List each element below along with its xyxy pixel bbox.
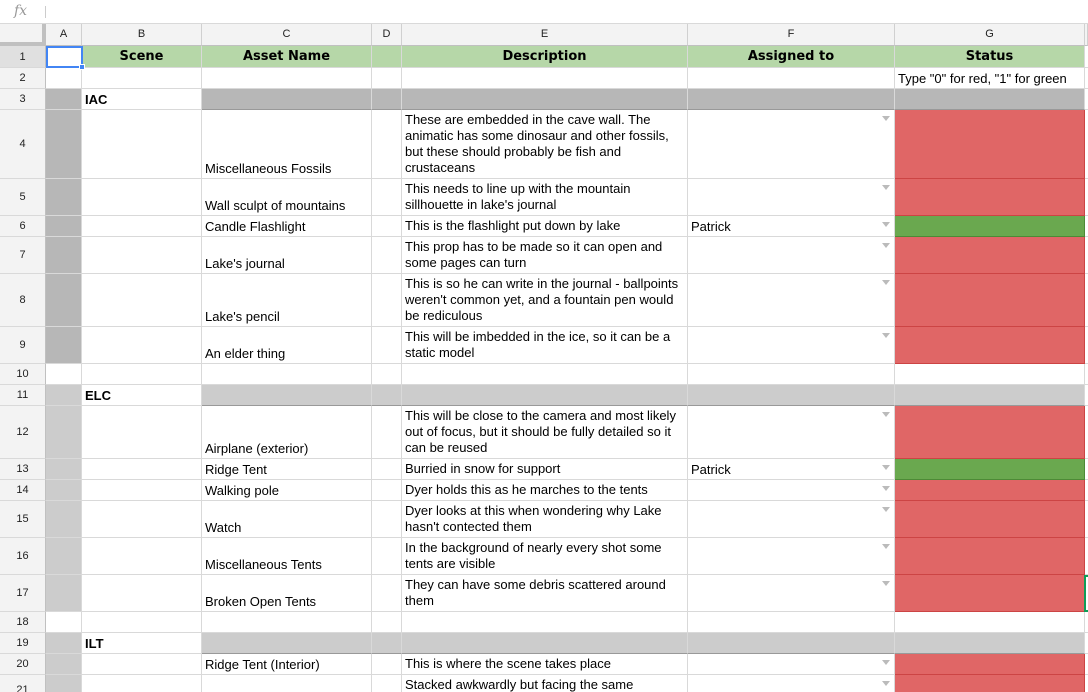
asset-name-cell[interactable] <box>202 675 372 692</box>
row-header[interactable]: 17 <box>0 575 46 612</box>
asset-name-cell[interactable]: Miscellaneous Tents <box>202 538 372 575</box>
description-text: This prop has to be made so it can open and some pages can turn <box>405 239 663 270</box>
section-band[interactable] <box>402 385 688 406</box>
header-status: Status <box>895 46 1085 68</box>
header-d <box>372 46 402 68</box>
empty-cell[interactable] <box>372 675 402 692</box>
section-marker[interactable] <box>46 675 82 692</box>
assigned-to-dropdown[interactable] <box>688 675 895 692</box>
empty-cell[interactable] <box>372 110 402 179</box>
scene-cell[interactable] <box>82 216 202 237</box>
description-text: In the background of nearly every shot some tents are visible <box>405 540 662 571</box>
section-label[interactable]: IAC <box>82 89 202 110</box>
scene-cell[interactable] <box>82 501 202 538</box>
description-text: This will be close to the camera and most likely out of focus, but it should be fully detailed so it can be reused <box>405 408 676 455</box>
assigned-to-dropdown[interactable] <box>688 501 895 538</box>
scene-cell[interactable] <box>82 480 202 501</box>
dropdown-arrow-icon[interactable] <box>882 243 890 248</box>
row-header[interactable]: 1 <box>0 46 46 68</box>
empty-cell[interactable] <box>202 612 372 633</box>
empty-cell[interactable] <box>688 612 895 633</box>
description-cell[interactable] <box>402 654 688 675</box>
description-text: Dyer holds this as he marches to the tents <box>405 482 648 497</box>
description-cell[interactable] <box>402 327 688 364</box>
header-description: Description <box>402 46 688 68</box>
cell[interactable] <box>402 68 688 89</box>
cell[interactable] <box>688 68 895 89</box>
row-header[interactable]: 21 <box>0 675 46 692</box>
column-header-e[interactable]: E <box>402 24 688 46</box>
scene-cell[interactable] <box>82 538 202 575</box>
section-band[interactable] <box>202 633 372 654</box>
empty-cell[interactable] <box>372 216 402 237</box>
section-marker[interactable] <box>46 480 82 501</box>
row-header[interactable]: 12 <box>0 406 46 459</box>
description-text: This is the flashlight put down by lake <box>405 218 621 233</box>
status-cell[interactable] <box>895 459 1085 480</box>
scene-cell[interactable] <box>82 575 202 612</box>
cell[interactable] <box>46 68 82 89</box>
section-marker[interactable] <box>46 633 82 654</box>
description-cell[interactable] <box>402 237 688 274</box>
section-marker[interactable] <box>46 327 82 364</box>
dropdown-arrow-icon[interactable] <box>882 486 890 491</box>
asset-name-cell[interactable]: Walking pole <box>202 480 372 501</box>
row-header[interactable]: 6 <box>0 216 46 237</box>
section-band[interactable] <box>895 633 1085 654</box>
assigned-to-dropdown[interactable] <box>688 575 895 612</box>
dropdown-arrow-icon[interactable] <box>882 116 890 121</box>
asset-name-cell[interactable]: An elder thing <box>202 327 372 364</box>
description-text: This is where the scene takes place <box>405 656 611 671</box>
description-cell[interactable] <box>402 110 688 179</box>
row-header[interactable]: 5 <box>0 179 46 216</box>
empty-cell[interactable] <box>402 364 688 385</box>
description-text: They can have some debris scattered around them <box>405 577 666 608</box>
empty-cell[interactable] <box>895 612 1085 633</box>
header-asset-name: Asset Name <box>202 46 372 68</box>
description-text: These are embedded in the cave wall. The animatic has some dinosaur and other fossils, but these should probably be fish and crustaceans <box>405 112 669 175</box>
empty-cell[interactable] <box>46 364 82 385</box>
empty-cell[interactable] <box>82 612 202 633</box>
formula-bar-divider <box>45 6 46 18</box>
asset-name-cell[interactable]: Broken Open Tents <box>202 575 372 612</box>
assigned-to-dropdown[interactable] <box>688 274 895 327</box>
asset-name-cell[interactable]: Wall sculpt of mountains <box>202 179 372 216</box>
dropdown-arrow-icon[interactable] <box>882 507 890 512</box>
asset-name-cell[interactable]: Watch <box>202 501 372 538</box>
dropdown-arrow-icon[interactable] <box>882 660 890 665</box>
dropdown-arrow-icon[interactable] <box>882 544 890 549</box>
section-marker[interactable] <box>46 459 82 480</box>
empty-cell[interactable] <box>372 327 402 364</box>
collaborator-cursor <box>1084 575 1088 612</box>
row-header[interactable]: 19 <box>0 633 46 654</box>
cell-a1[interactable] <box>46 46 82 68</box>
status-cell[interactable] <box>895 575 1085 612</box>
description-text: This is so he can write in the journal - ballpoints weren't common yet, and a fountain pen would be rediculous <box>405 276 679 323</box>
description-text: This will be imbedded in the ice, so it can be a static model <box>405 329 671 360</box>
section-label[interactable]: ELC <box>82 385 202 406</box>
cell[interactable] <box>82 68 202 89</box>
column-header-a[interactable]: A <box>46 24 82 46</box>
section-marker[interactable] <box>46 654 82 675</box>
status-cell[interactable] <box>895 538 1085 575</box>
status-cell[interactable] <box>895 327 1085 364</box>
section-band[interactable] <box>688 385 895 406</box>
asset-name-cell[interactable]: Lake's journal <box>202 237 372 274</box>
empty-cell[interactable] <box>402 612 688 633</box>
empty-cell[interactable] <box>372 364 402 385</box>
description-cell[interactable] <box>402 216 688 237</box>
row-header[interactable]: 11 <box>0 385 46 406</box>
status-cell[interactable] <box>895 237 1085 274</box>
section-band[interactable] <box>372 633 402 654</box>
empty-cell[interactable] <box>372 501 402 538</box>
section-marker[interactable] <box>46 575 82 612</box>
scene-cell[interactable] <box>82 179 202 216</box>
description-text: Stacked awkwardly but facing the same <box>405 677 634 692</box>
spreadsheet-grid[interactable] <box>0 24 1088 692</box>
asset-name-cell[interactable]: Ridge Tent <box>202 459 372 480</box>
section-marker[interactable] <box>46 110 82 179</box>
status-cell[interactable] <box>895 501 1085 538</box>
formula-bar <box>0 0 1088 24</box>
assigned-to-dropdown[interactable] <box>688 538 895 575</box>
section-band[interactable] <box>402 633 688 654</box>
row-header[interactable]: 14 <box>0 480 46 501</box>
section-band[interactable] <box>372 385 402 406</box>
formula-input[interactable] <box>52 2 1072 22</box>
dropdown-arrow-icon[interactable] <box>882 280 890 285</box>
cell[interactable] <box>372 68 402 89</box>
section-band[interactable] <box>895 89 1085 110</box>
dropdown-arrow-icon[interactable] <box>882 185 890 190</box>
status-cell[interactable] <box>895 110 1085 179</box>
section-band[interactable] <box>688 633 895 654</box>
description-cell[interactable] <box>402 575 688 612</box>
section-marker[interactable] <box>46 538 82 575</box>
status-cell[interactable] <box>895 274 1085 327</box>
description-cell[interactable] <box>402 406 688 459</box>
fx-icon: fx <box>14 3 28 19</box>
assigned-to-dropdown[interactable] <box>688 216 895 237</box>
status-cell[interactable] <box>895 654 1085 675</box>
assigned-to-dropdown[interactable] <box>688 110 895 179</box>
scene-cell[interactable] <box>82 459 202 480</box>
empty-cell[interactable] <box>372 480 402 501</box>
column-header-b[interactable]: B <box>82 24 202 46</box>
empty-cell[interactable] <box>372 237 402 274</box>
row-header[interactable]: 20 <box>0 654 46 675</box>
assigned-to-value: Patrick <box>691 462 731 477</box>
dropdown-arrow-icon[interactable] <box>882 681 890 686</box>
empty-cell[interactable] <box>372 459 402 480</box>
description-cell[interactable] <box>402 501 688 538</box>
description-cell[interactable] <box>402 179 688 216</box>
scene-cell[interactable] <box>82 406 202 459</box>
section-band[interactable] <box>402 89 688 110</box>
asset-name-cell[interactable]: Miscellaneous Fossils <box>202 110 372 179</box>
row-header[interactable]: 13 <box>0 459 46 480</box>
description-cell[interactable] <box>402 480 688 501</box>
description-cell[interactable] <box>402 538 688 575</box>
section-marker[interactable] <box>46 406 82 459</box>
description-text: Dyer looks at this when wondering why Lake hasn't contected them <box>405 503 662 534</box>
section-marker[interactable] <box>46 501 82 538</box>
asset-name-cell[interactable]: Ridge Tent (Interior) <box>202 654 372 675</box>
empty-cell[interactable] <box>46 612 82 633</box>
scene-cell[interactable] <box>82 654 202 675</box>
dropdown-arrow-icon[interactable] <box>882 222 890 227</box>
row-header[interactable]: 15 <box>0 501 46 538</box>
empty-cell[interactable] <box>372 179 402 216</box>
section-band[interactable] <box>895 385 1085 406</box>
asset-name-cell[interactable]: Airplane (exterior) <box>202 406 372 459</box>
status-cell[interactable] <box>895 179 1085 216</box>
description-text: Burried in snow for support <box>405 461 561 476</box>
empty-cell[interactable] <box>372 274 402 327</box>
assigned-to-dropdown[interactable] <box>688 406 895 459</box>
status-cell[interactable] <box>895 216 1085 237</box>
status-cell[interactable] <box>895 480 1085 501</box>
section-label[interactable]: ILT <box>82 633 202 654</box>
description-cell[interactable] <box>402 459 688 480</box>
description-cell[interactable] <box>402 274 688 327</box>
row-header[interactable]: 18 <box>0 612 46 633</box>
empty-cell[interactable] <box>895 364 1085 385</box>
row-header[interactable]: 7 <box>0 237 46 274</box>
status-cell[interactable] <box>895 406 1085 459</box>
assigned-to-dropdown[interactable] <box>688 654 895 675</box>
assigned-to-dropdown[interactable] <box>688 179 895 216</box>
section-band[interactable] <box>202 385 372 406</box>
section-marker[interactable] <box>46 216 82 237</box>
empty-cell[interactable] <box>688 364 895 385</box>
scene-cell[interactable] <box>82 274 202 327</box>
section-marker[interactable] <box>46 179 82 216</box>
empty-cell[interactable] <box>372 538 402 575</box>
assigned-to-dropdown[interactable] <box>688 480 895 501</box>
dropdown-arrow-icon[interactable] <box>882 465 890 470</box>
header-assigned-to: Assigned to <box>688 46 895 68</box>
scene-cell[interactable] <box>82 327 202 364</box>
header-scene: Scene <box>82 46 202 68</box>
column-header-g[interactable]: G <box>895 24 1085 46</box>
dropdown-arrow-icon[interactable] <box>882 333 890 338</box>
scene-cell[interactable] <box>82 237 202 274</box>
assigned-to-dropdown[interactable] <box>688 459 895 480</box>
empty-cell[interactable] <box>372 654 402 675</box>
section-band[interactable] <box>372 89 402 110</box>
section-marker[interactable] <box>46 385 82 406</box>
select-all-corner[interactable] <box>0 24 46 46</box>
empty-cell[interactable] <box>202 364 372 385</box>
row-header[interactable]: 16 <box>0 538 46 575</box>
status-cell[interactable] <box>895 675 1085 692</box>
section-marker[interactable] <box>46 237 82 274</box>
status-hint: Type "0" for red, "1" for green <box>895 68 1085 89</box>
empty-cell[interactable] <box>372 575 402 612</box>
row-header[interactable]: 8 <box>0 274 46 327</box>
section-marker[interactable] <box>46 89 82 110</box>
column-header-c[interactable]: C <box>202 24 372 46</box>
assigned-to-value: Patrick <box>691 219 731 234</box>
section-marker[interactable] <box>46 274 82 327</box>
column-header-f[interactable]: F <box>688 24 895 46</box>
empty-cell[interactable] <box>82 364 202 385</box>
assigned-to-dropdown[interactable] <box>688 327 895 364</box>
row-header[interactable]: 3 <box>0 89 46 110</box>
cell[interactable] <box>202 68 372 89</box>
asset-name-cell[interactable]: Lake's pencil <box>202 274 372 327</box>
assigned-to-dropdown[interactable] <box>688 237 895 274</box>
section-band[interactable] <box>202 89 372 110</box>
scene-cell[interactable] <box>82 675 202 692</box>
dropdown-arrow-icon[interactable] <box>882 581 890 586</box>
empty-cell[interactable] <box>372 406 402 459</box>
row-header[interactable]: 10 <box>0 364 46 385</box>
column-header-d[interactable]: D <box>372 24 402 46</box>
description-cell[interactable] <box>402 675 688 692</box>
row-header[interactable]: 9 <box>0 327 46 364</box>
asset-name-cell[interactable]: Candle Flashlight <box>202 216 372 237</box>
row-header[interactable]: 4 <box>0 110 46 179</box>
section-band[interactable] <box>688 89 895 110</box>
dropdown-arrow-icon[interactable] <box>882 412 890 417</box>
empty-cell[interactable] <box>372 612 402 633</box>
description-text: This needs to line up with the mountain sillhouette in lake's journal <box>405 181 631 212</box>
scene-cell[interactable] <box>82 110 202 179</box>
row-header[interactable]: 2 <box>0 68 46 89</box>
